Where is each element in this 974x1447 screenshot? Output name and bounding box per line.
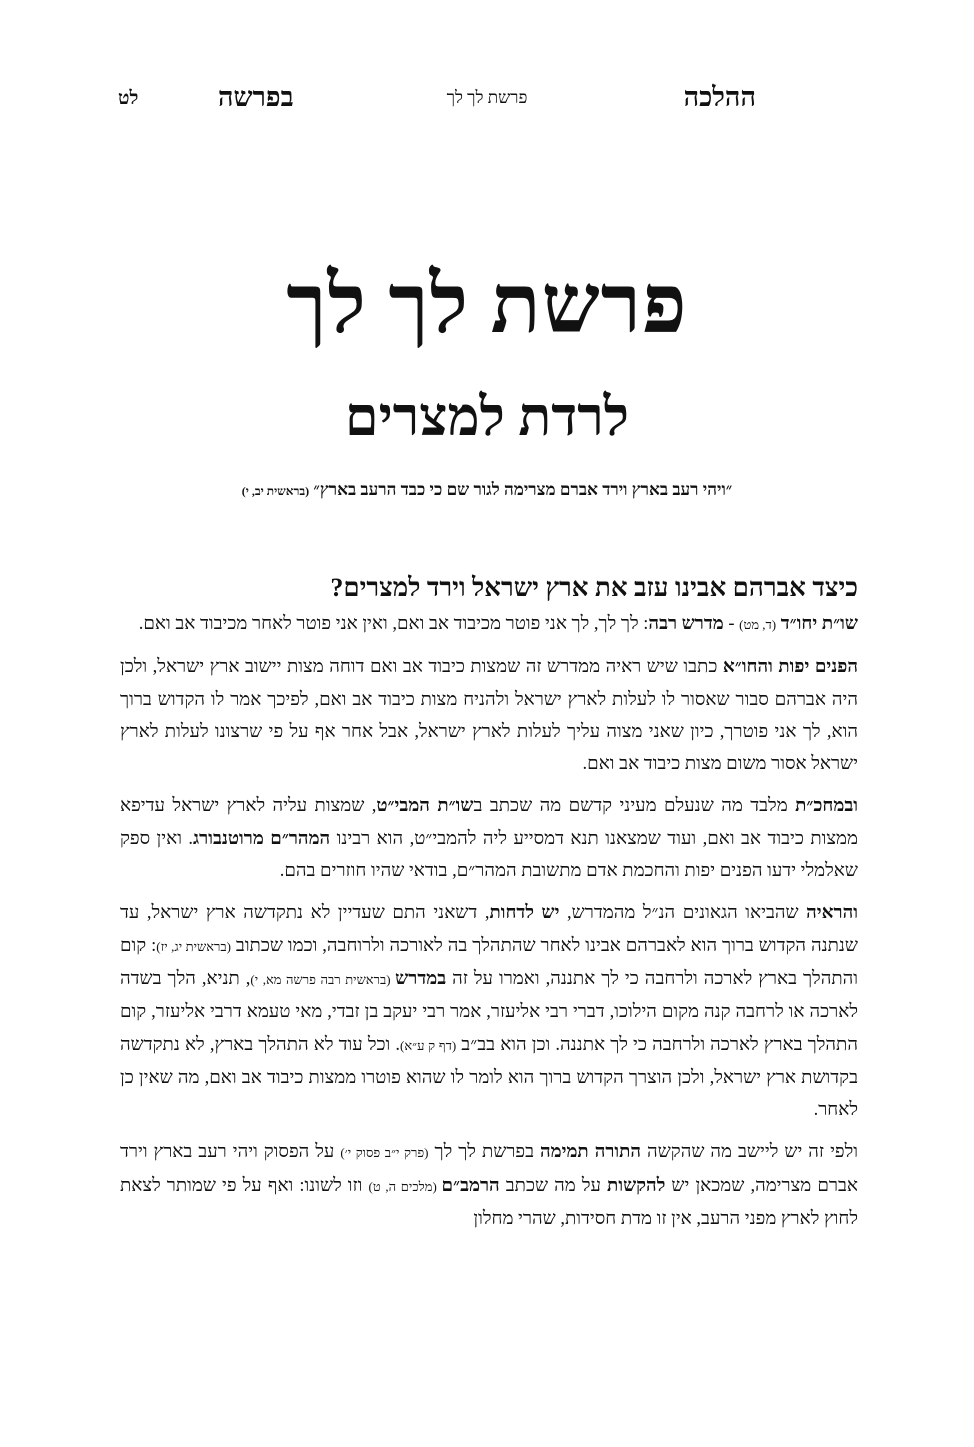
paragraph-1 bbox=[120, 608, 858, 641]
text-span: שהביאו הגאונים הנ״ל מהמדרש, bbox=[559, 903, 807, 924]
source-bold: במדרש bbox=[395, 968, 447, 989]
text-span: ולפי זה יש ליישב מה שהקשה bbox=[641, 1142, 858, 1163]
source-bold: והראיה bbox=[806, 903, 858, 924]
header-section-b: בפרשה bbox=[218, 82, 294, 112]
text-span: : לך לך, לך אני פוטר מכיבוד אב ואם, ואין אני פוטר לאחר מכיבוד אב ואם. bbox=[138, 614, 649, 634]
text-span: , דשאני התם שעדיין לא נתקדשה ארץ ישראל, עד שנתנה הקדוש ברוך הוא לאברהם אבינו לאחר שהתהלך בה לאורכה ולרוחבה, וכמו שכתוב bbox=[120, 903, 859, 956]
chapter-subtitle: לרדת למצרים bbox=[344, 387, 630, 447]
text-span: - bbox=[723, 614, 740, 634]
source-bold: התורה תמימה bbox=[540, 1142, 642, 1163]
epigraph-verse bbox=[0, 480, 974, 500]
source-ref: (בראשית יג, יז) bbox=[156, 938, 231, 954]
source-bold: שו״ת יחו״ד bbox=[780, 614, 858, 634]
section-question-heading: כיצד אברהם אבינו עזב את ארץ ישראל וירד למצרים? bbox=[330, 573, 858, 602]
source-bold: הפנים יפות והחו״א bbox=[722, 657, 858, 678]
text-span: . ואין ספק שאלמלי ידעו הפנים יפות והחכמת אדם מתשובת המהר״ם, בודאי שהיו חוזרים בהם. bbox=[120, 828, 858, 882]
paragraph-4 bbox=[120, 897, 858, 1126]
text-span: . וכל עוד לא התהלך בארץ, לא נתקדשה בקדושת ארץ ישראל, ולכן הוצרך הקדוש ברוך הוא לומר לו שהוא פוטרו ממצות כיבוד אב ואם, מה שאין כן לאחר. bbox=[120, 1034, 858, 1121]
source-ref: (מלכים ה, ט) bbox=[368, 1178, 442, 1194]
text-span: וזו לשונו: ואף על פי שמותר לצאת לחוץ לארץ מפני הרעב, אין זו מדת חסידות, שהרי מחלון bbox=[120, 1175, 858, 1230]
source-bold: יש לדחות bbox=[489, 903, 560, 924]
header-parsha-name: פרשת לך לך bbox=[446, 88, 528, 107]
paragraph-5 bbox=[120, 1136, 858, 1235]
source-bold: הרמב״ם bbox=[441, 1175, 500, 1196]
chapter-title: פרשת לך לך bbox=[286, 259, 688, 350]
source-bold: להקשות bbox=[607, 1175, 666, 1196]
text-span: , תניא, הלך בשדה לארכה או לרחבה קנה מקום הילוכו, דברי רבי אליעזר, אמר רבי יעקב בן זבדי, מאי טעמא דרבי אליעזר, קום התהלך בארץ לארכה ולרחבה כי לך אתננה. וכן הוא בב״ב bbox=[120, 968, 858, 1055]
running-header bbox=[0, 82, 974, 122]
verse-text: ״ויהי רעב בארץ וירד אברם מצרימה לגור שם כי כבד הרעב בארץ״ bbox=[313, 480, 733, 499]
page-number: לט bbox=[118, 88, 139, 109]
source-bold: המהר״ם מרוטנבורג bbox=[193, 828, 331, 849]
paragraph-3 bbox=[120, 790, 858, 887]
source-bold: שו״ת המבי״ט bbox=[376, 796, 474, 817]
text-span: : קום והתהלך בארץ לארכה ולרחבה כי לך אתננה, ואמרו על זה bbox=[120, 935, 859, 989]
source-bold: ובמחכ״ת bbox=[795, 796, 858, 817]
text-span: בפרשת לך לך bbox=[428, 1142, 540, 1163]
source-ref: (פרק י״ב פסוק י׳) bbox=[340, 1145, 429, 1161]
text-span: על מה שכתב bbox=[499, 1175, 608, 1196]
source-bold: מדרש רבה bbox=[648, 614, 724, 634]
source-ref: (ד, מט) bbox=[739, 617, 777, 632]
text-span: על הפסוק ויהי רעב בארץ וירד אברם מצרימה, שמכאן יש bbox=[120, 1142, 858, 1196]
text-span: , שמצות עליה לארץ ישראל עדיפא ממצות כיבוד אב ואם, ועוד שמצאנו תנא דמסייע ליה להמבי״ט, הוא רבינו bbox=[120, 796, 858, 849]
paragraph-2 bbox=[120, 651, 858, 780]
text-span: כתבו שיש ראיה ממדרש זה שמצות כיבוד אב ואם דוחה מצות יישוב ארץ ישראל, ולכן היה אברהם סבור שאסור לו לעלות לארץ ישראל ולהניח מצות כיבוד אב ואם, לפיכך אמר לו הקדוש ברוך הוא, לך אני פוטרך, כיון שאני מצוה עליך לעלות לארץ ישראל, אבל אחר אף על פי שרצונו לעלות לארץ ישראל אסור משום מצות כיבוד אב ואם. bbox=[120, 657, 858, 775]
verse-reference: (בראשית יב, י) bbox=[241, 484, 310, 498]
header-section-a: ההלכה bbox=[683, 82, 756, 112]
main-text bbox=[120, 570, 858, 1245]
source-ref: (בראשית רבה פרשה מא, י) bbox=[250, 971, 396, 987]
text-span: מלבד מה שנעלם מעיני קדשם מה שכתב ב bbox=[473, 796, 796, 817]
source-ref: (דף ק ע״א) bbox=[400, 1037, 457, 1053]
